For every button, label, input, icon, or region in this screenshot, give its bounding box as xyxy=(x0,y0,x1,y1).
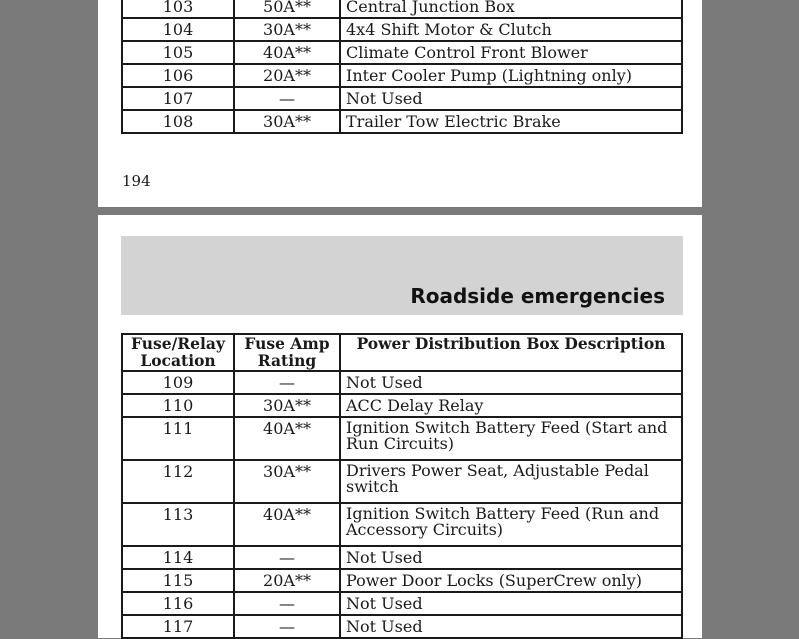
fuse-amp-rating: — xyxy=(234,371,340,394)
table-row xyxy=(122,546,682,569)
header-location-line1: Fuse/Relay xyxy=(131,334,225,353)
table-header-row xyxy=(122,334,682,371)
column-header-location xyxy=(122,334,234,371)
table-row xyxy=(122,87,682,110)
fuse-description: Ignition Switch Battery Feed (Run and xyxy=(346,504,660,523)
table-row xyxy=(122,503,682,546)
column-header-description xyxy=(340,334,682,371)
fuse-description: Climate Control Front Blower xyxy=(340,41,682,64)
manual-page-bottom xyxy=(98,215,702,638)
section-header-band xyxy=(121,236,683,315)
fuse-location: 108 xyxy=(122,110,234,133)
fuse-location: 110 xyxy=(122,394,234,417)
table-row xyxy=(122,460,682,503)
fuse-description: Not Used xyxy=(340,87,682,110)
column-header-amp-rating xyxy=(234,334,340,371)
fuse-amp-rating: 30A** xyxy=(234,460,340,503)
fuse-amp-rating: 40A** xyxy=(234,503,340,546)
fuse-location: 106 xyxy=(122,64,234,87)
power-distribution-fuse-table xyxy=(121,333,683,639)
fuse-amp-rating: 30A** xyxy=(234,110,340,133)
section-title: Roadside emergencies xyxy=(410,284,665,308)
fuse-description: Not Used xyxy=(340,592,682,615)
table-row xyxy=(122,417,682,460)
fuse-amp-rating: 20A** xyxy=(234,64,340,87)
fuse-amp-rating: 30A** xyxy=(234,394,340,417)
fuse-description: ACC Delay Relay xyxy=(340,394,682,417)
fuse-description-line2: Accessory Circuits) xyxy=(346,520,504,539)
fuse-description: Central Junction Box xyxy=(340,0,682,18)
table-row xyxy=(122,18,682,41)
fuse-description: Ignition Switch Battery Feed (Start and xyxy=(346,418,668,437)
table-row xyxy=(122,110,682,133)
table-row xyxy=(122,371,682,394)
fuse-table-continued xyxy=(121,0,683,134)
fuse-description: Not Used xyxy=(340,371,682,394)
fuse-description: Not Used xyxy=(340,615,682,638)
fuse-amp-rating: 40A** xyxy=(234,41,340,64)
fuse-amp-rating: — xyxy=(234,546,340,569)
fuse-amp-rating: 40A** xyxy=(234,417,340,460)
manual-page-top xyxy=(98,0,702,207)
header-amp-line1: Fuse Amp xyxy=(244,334,330,353)
fuse-description: Power Door Locks (SuperCrew only) xyxy=(340,569,682,592)
fuse-amp-rating: 50A** xyxy=(234,0,340,18)
fuse-amp-rating: 30A** xyxy=(234,18,340,41)
fuse-location: 105 xyxy=(122,41,234,64)
fuse-location: 114 xyxy=(122,546,234,569)
fuse-location: 103 xyxy=(122,0,234,18)
table-row xyxy=(122,569,682,592)
table-row xyxy=(122,615,682,638)
table-row xyxy=(122,64,682,87)
fuse-description-line2: switch xyxy=(346,477,399,496)
header-location-line2: Location xyxy=(140,351,216,370)
fuse-description-cell xyxy=(340,417,682,460)
fuse-description-line2: Run Circuits) xyxy=(346,434,455,453)
fuse-location: 117 xyxy=(122,615,234,638)
fuse-location: 113 xyxy=(122,503,234,546)
fuse-amp-rating: — xyxy=(234,87,340,110)
fuse-description-cell xyxy=(340,503,682,546)
table-row xyxy=(122,592,682,615)
fuse-location: 111 xyxy=(122,417,234,460)
fuse-amp-rating: 20A** xyxy=(234,569,340,592)
fuse-location: 107 xyxy=(122,87,234,110)
fuse-description-cell xyxy=(340,460,682,503)
table-row xyxy=(122,41,682,64)
fuse-description: 4x4 Shift Motor & Clutch xyxy=(340,18,682,41)
fuse-location: 104 xyxy=(122,18,234,41)
fuse-amp-rating: — xyxy=(234,615,340,638)
fuse-location: 109 xyxy=(122,371,234,394)
header-amp-line2: Rating xyxy=(257,351,317,370)
fuse-description: Trailer Tow Electric Brake xyxy=(340,110,682,133)
fuse-description: Drivers Power Seat, Adjustable Pedal xyxy=(346,461,649,480)
fuse-amp-rating: — xyxy=(234,592,340,615)
table-row xyxy=(122,0,682,18)
table-row xyxy=(122,394,682,417)
fuse-location: 116 xyxy=(122,592,234,615)
header-description: Power Distribution Box Description xyxy=(356,334,666,353)
page-number: 194 xyxy=(122,172,151,190)
fuse-location: 112 xyxy=(122,460,234,503)
fuse-location: 115 xyxy=(122,569,234,592)
fuse-description: Inter Cooler Pump (Lightning only) xyxy=(340,64,682,87)
fuse-description: Not Used xyxy=(340,546,682,569)
